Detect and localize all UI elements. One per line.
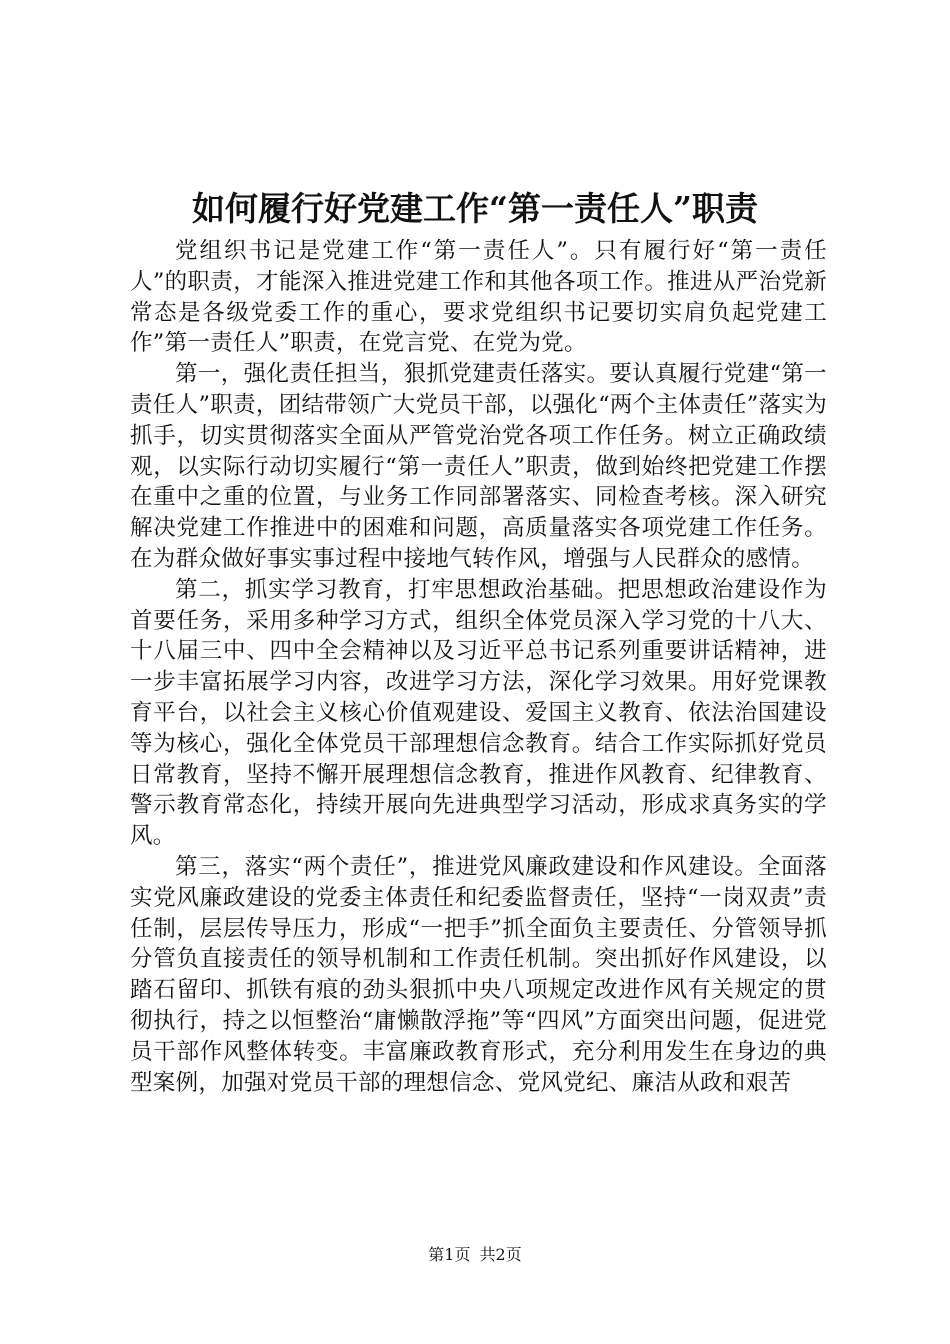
paragraph-third: 第三，落实“两个责任”，推进党风廉政建设和作风建设。全面落实党风廉政建设的党委主体责任和纪委监督责任，坚持“一岗双责”责任制，层层传导压力，形成“一把手”抓全面负主要责任、分管领导抓分管负直接责任的领导机制和工作责任机制。突出抓好作风建设，以踏石留印、抓铁有痕的劲头狠抓中央八项规定改进作风有关规定的贯彻执行，持之以恒整治“庸懒散浮拖”等“四风”方面突出问题，促进党员干部作风整体转变。丰富廉政教育形式，充分利用发生在身边的典型案例，加强对党员干部的理想信念、党风党纪、廉洁从政和艰苦 xyxy=(130,853,827,1096)
paragraph-first: 第一，强化责任担当，狠抓党建责任落实。要认真履行党建“第一责任人”职责，团结带领广大党员干部，以强化“两个主体责任”落实为抓手，切实贯彻落实全面从严管党治党各项工作任务。树立正确政绩观，以实际行动切实履行“第一责任人”职责，做到始终把党建工作摆在重中之重的位置，与业务工作同部署落实、同检查考核。深入研究解决党建工作推进中的困难和问题，高质量落实各项党建工作任务。在为群众做好事实事过程中接地气转作风，增强与人民群众的感情。 xyxy=(130,361,827,572)
total-pages: 共2页 xyxy=(479,1245,522,1264)
paragraph-intro: 党组织书记是党建工作“第一责任人”。只有履行好“第一责任人”的职责，才能深入推进党建工作和其他各项工作。推进从严治党新常态是各级党委工作的重心，要求党组织书记要切实肩负起党建工作”第一责任人”职责，在党言党、在党为党。 xyxy=(130,238,827,357)
page-footer xyxy=(0,1244,950,1266)
paragraph-second: 第二，抓实学习教育，打牢思想政治基础。把思想政治建设作为首要任务，采用多种学习方式，组织全体党员深入学习党的十八大、十八届三中、四中全会精神以及习近平总书记系列重要讲话精神，进一步丰富拓展学习内容，改进学习方法，深化学习效果。用好党课教育平台，以社会主义核心价值观建设、爱国主义教育、依法治国建设等为核心，强化全体党员干部理想信念教育。结合工作实际抓好党员日常教育，坚持不懈开展理想信念教育，推进作风教育、纪律教育、警示教育常态化，持续开展向先进典型学习活动，形成求真务实的学风。 xyxy=(130,576,827,850)
document-body xyxy=(130,236,827,1098)
document-title: 如何履行好党建工作“第一责任人”职责 xyxy=(192,189,758,228)
page-number: 第1页 xyxy=(428,1245,471,1264)
